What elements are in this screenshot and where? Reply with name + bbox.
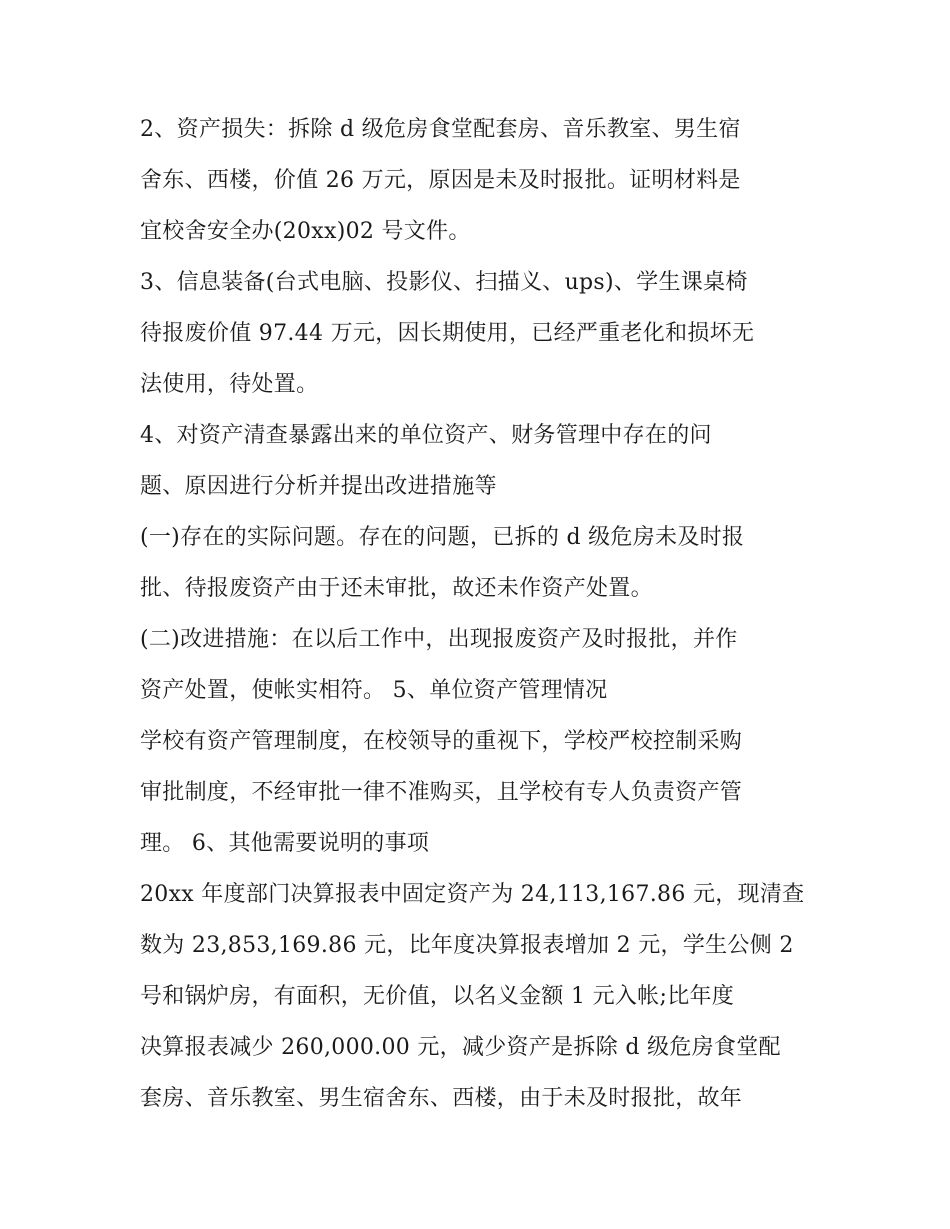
text-line: (二)改进措施：在以后工作中，出现报废资产及时报批，并作 (140, 627, 738, 652)
text-line: 舍东、西楼，价值 26 万元，原因是未及时报批。证明材料是 (140, 168, 741, 193)
text-line: 4、对资产清查暴露出来的单位资产、财务管理中存在的问 (140, 423, 712, 448)
text-line: 数为 23,853,169.86 元，比年度决算报表增加 2 元，学生公侧 2 (140, 933, 794, 958)
text-line: 20xx 年度部门决算报表中固定资产为 24,113,167.86 元，现清查 (140, 882, 805, 907)
text-line: 号和锅炉房，有面积，无价值，以名义金额 1 元入帐;比年度 (140, 984, 735, 1009)
text-line: 批、待报废资产由于还未审批，故还未作资产处置。 (140, 576, 653, 601)
text-line: 待报废价值 97.44 万元，因长期使用，已经严重老化和损坏无 (140, 321, 755, 346)
text-line: 2、资产损失：拆除 d 级危房食堂配套房、音乐教室、男生宿 (140, 117, 741, 142)
text-line: (一)存在的实际问题。存在的问题，已拆的 d 级危房未及时报 (140, 525, 745, 550)
text-line: 法使用，待处置。 (140, 372, 319, 397)
text-line: 审批制度，不经审批一律不准购买，且学校有专人负责资产管 (140, 780, 743, 805)
text-line: 理。 6、其他需要说明的事项 (140, 831, 430, 856)
text-line: 套房、音乐教室、男生宿舍东、西楼，由于未及时报批，故年 (140, 1086, 743, 1111)
text-line: 宜校舍安全办(20xx)02 号文件。 (140, 219, 471, 244)
text-line: 决算报表减少 260,000.00 元，减少资产是拆除 d 级危房食堂配 (140, 1035, 781, 1060)
text-line: 题、原因进行分析并提出改进措施等 (140, 474, 497, 499)
text-line: 学校有资产管理制度，在校领导的重视下，学校严校控制采购 (140, 729, 743, 754)
text-line: 资产处置，使帐实相符。 5、单位资产管理情况 (140, 678, 608, 703)
document-body (140, 104, 820, 1124)
text-line: 3、信息装备(台式电脑、投影仪、扫描义、ups)、学生课桌椅 (140, 270, 748, 295)
